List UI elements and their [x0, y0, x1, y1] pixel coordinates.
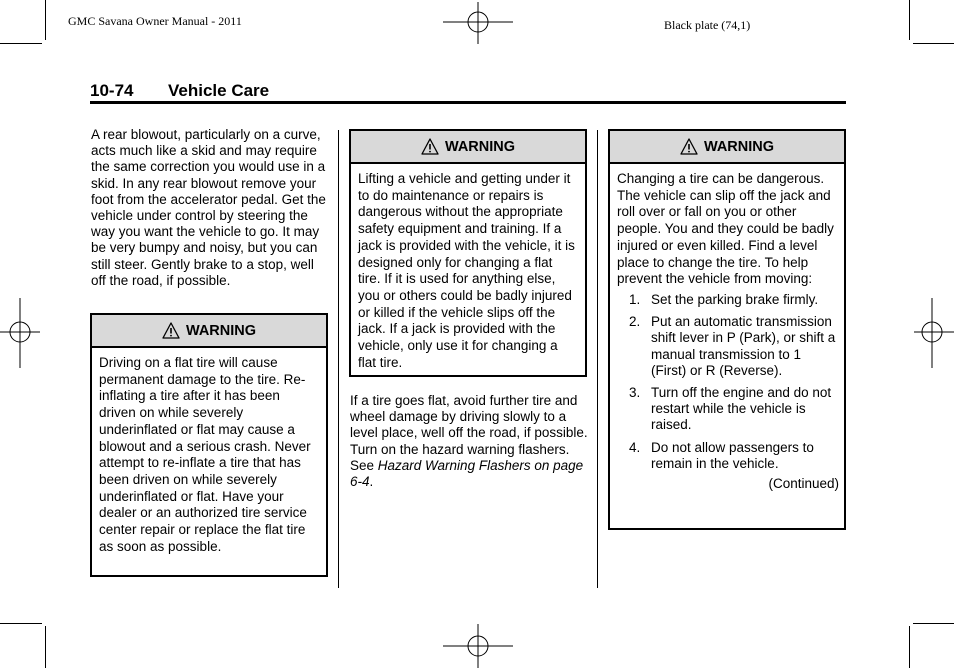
warning-box-changing-tire — [608, 129, 846, 530]
crop-mark — [0, 43, 42, 44]
warning-text: Driving on a flat tire will cause permanent damage to the tire. Re-inflating a tire after it has been driven on while severely underinflated or flat may cause a blowout and a serious crash. Never attempt to re-inflate a tire that has been driven on while severely underinflated or flat. Have your dealer or an authorized tire service center repair or replace the flat tire as soon as possible. — [99, 355, 311, 554]
warning-header — [610, 131, 844, 164]
heading-rule — [90, 101, 846, 104]
warning-box-flat-tire — [90, 313, 328, 577]
paragraph-end: . — [369, 474, 374, 490]
step-text: Set the parking brake firmly. — [651, 291, 819, 307]
warning-intro: Changing a tire can be dangerous. The vehicle can slip off the jack and roll over or fall on you or other people. You and they could be badly injured or even killed. Find a level place to change the tire. To help prevent the vehicle from moving: — [617, 171, 834, 287]
warning-header — [351, 131, 585, 164]
column-divider — [338, 130, 339, 588]
warning-triangle-icon — [162, 322, 180, 339]
crop-mark — [45, 0, 46, 40]
warning-label: WARNING — [444, 138, 516, 155]
list-item — [617, 314, 837, 379]
plate-label: Black plate (74,1) — [664, 18, 751, 32]
flat-tire-paragraph — [350, 393, 590, 490]
registration-crosshair-icon — [440, 622, 516, 668]
warning-body — [610, 164, 844, 493]
crop-mark — [913, 623, 954, 624]
step-text: Put an automatic transmission shift lever in P (Park), or shift a manual transmission to 1 (First) or R (Reverse). — [651, 314, 836, 378]
warning-header — [92, 315, 326, 348]
warning-label: WARNING — [703, 138, 775, 155]
paragraph-text: If a tire goes flat, avoid further tire and wheel damage by driving slowly to a level place, well off the road, if possible. Turn on the hazard warning flashers. See — [350, 393, 588, 473]
continued-label: (Continued) — [768, 475, 839, 491]
registration-crosshair-icon — [440, 2, 516, 46]
step-number: 1. — [629, 291, 641, 307]
crop-mark — [913, 43, 954, 44]
page-heading — [90, 81, 269, 101]
step-number: 3. — [629, 384, 641, 400]
crop-mark — [45, 626, 46, 668]
warning-label: WARNING — [185, 322, 257, 339]
safety-steps-list — [617, 292, 837, 472]
crop-mark — [909, 626, 910, 668]
step-text: Do not allow passengers to remain in the vehicle. — [651, 439, 814, 471]
warning-triangle-icon — [421, 138, 439, 155]
list-item — [617, 385, 837, 434]
warning-triangle-icon — [680, 138, 698, 155]
step-number: 2. — [629, 314, 641, 330]
list-item — [617, 440, 837, 472]
step-text: Turn off the engine and do not restart while the vehicle is raised. — [651, 384, 832, 433]
crop-mark — [0, 623, 42, 624]
list-item — [617, 292, 837, 308]
blowout-paragraph: A rear blowout, particularly on a curve, acts much like a skid and may require the same correction you would use in a skid. In any rear blowout remove your foot from the accelerator pedal. Get the vehicle under control by steering the way you want the vehicle to go. It may be very bumpy and noisy, but you can still steer. Gently brake to a stop, well off the road, if possible. — [91, 127, 326, 288]
page-number: 10-74 — [90, 81, 134, 100]
registration-crosshair-icon — [0, 296, 44, 370]
step-number: 4. — [629, 439, 641, 455]
crop-mark — [909, 0, 910, 40]
section-title: Vehicle Care — [168, 81, 270, 100]
manual-title: GMC Savana Owner Manual - 2011 — [68, 14, 242, 28]
cross-reference-link[interactable]: Hazard Warning Flashers on page 6-4 — [350, 457, 584, 490]
warning-text: Lifting a vehicle and getting under it to do maintenance or repairs is dangerous without the appropriate safety equipment and training. If a jack is provided with the vehicle, it is designed only for changing a flat tire. If it is used for anything else, you or others could be badly injured or killed if the vehicle slips off the jack. If a jack is provided with the vehicle, only use it for changing a flat tire. — [358, 171, 575, 370]
column-divider — [597, 130, 598, 588]
warning-box-jack — [349, 129, 587, 377]
registration-crosshair-icon — [910, 296, 954, 370]
